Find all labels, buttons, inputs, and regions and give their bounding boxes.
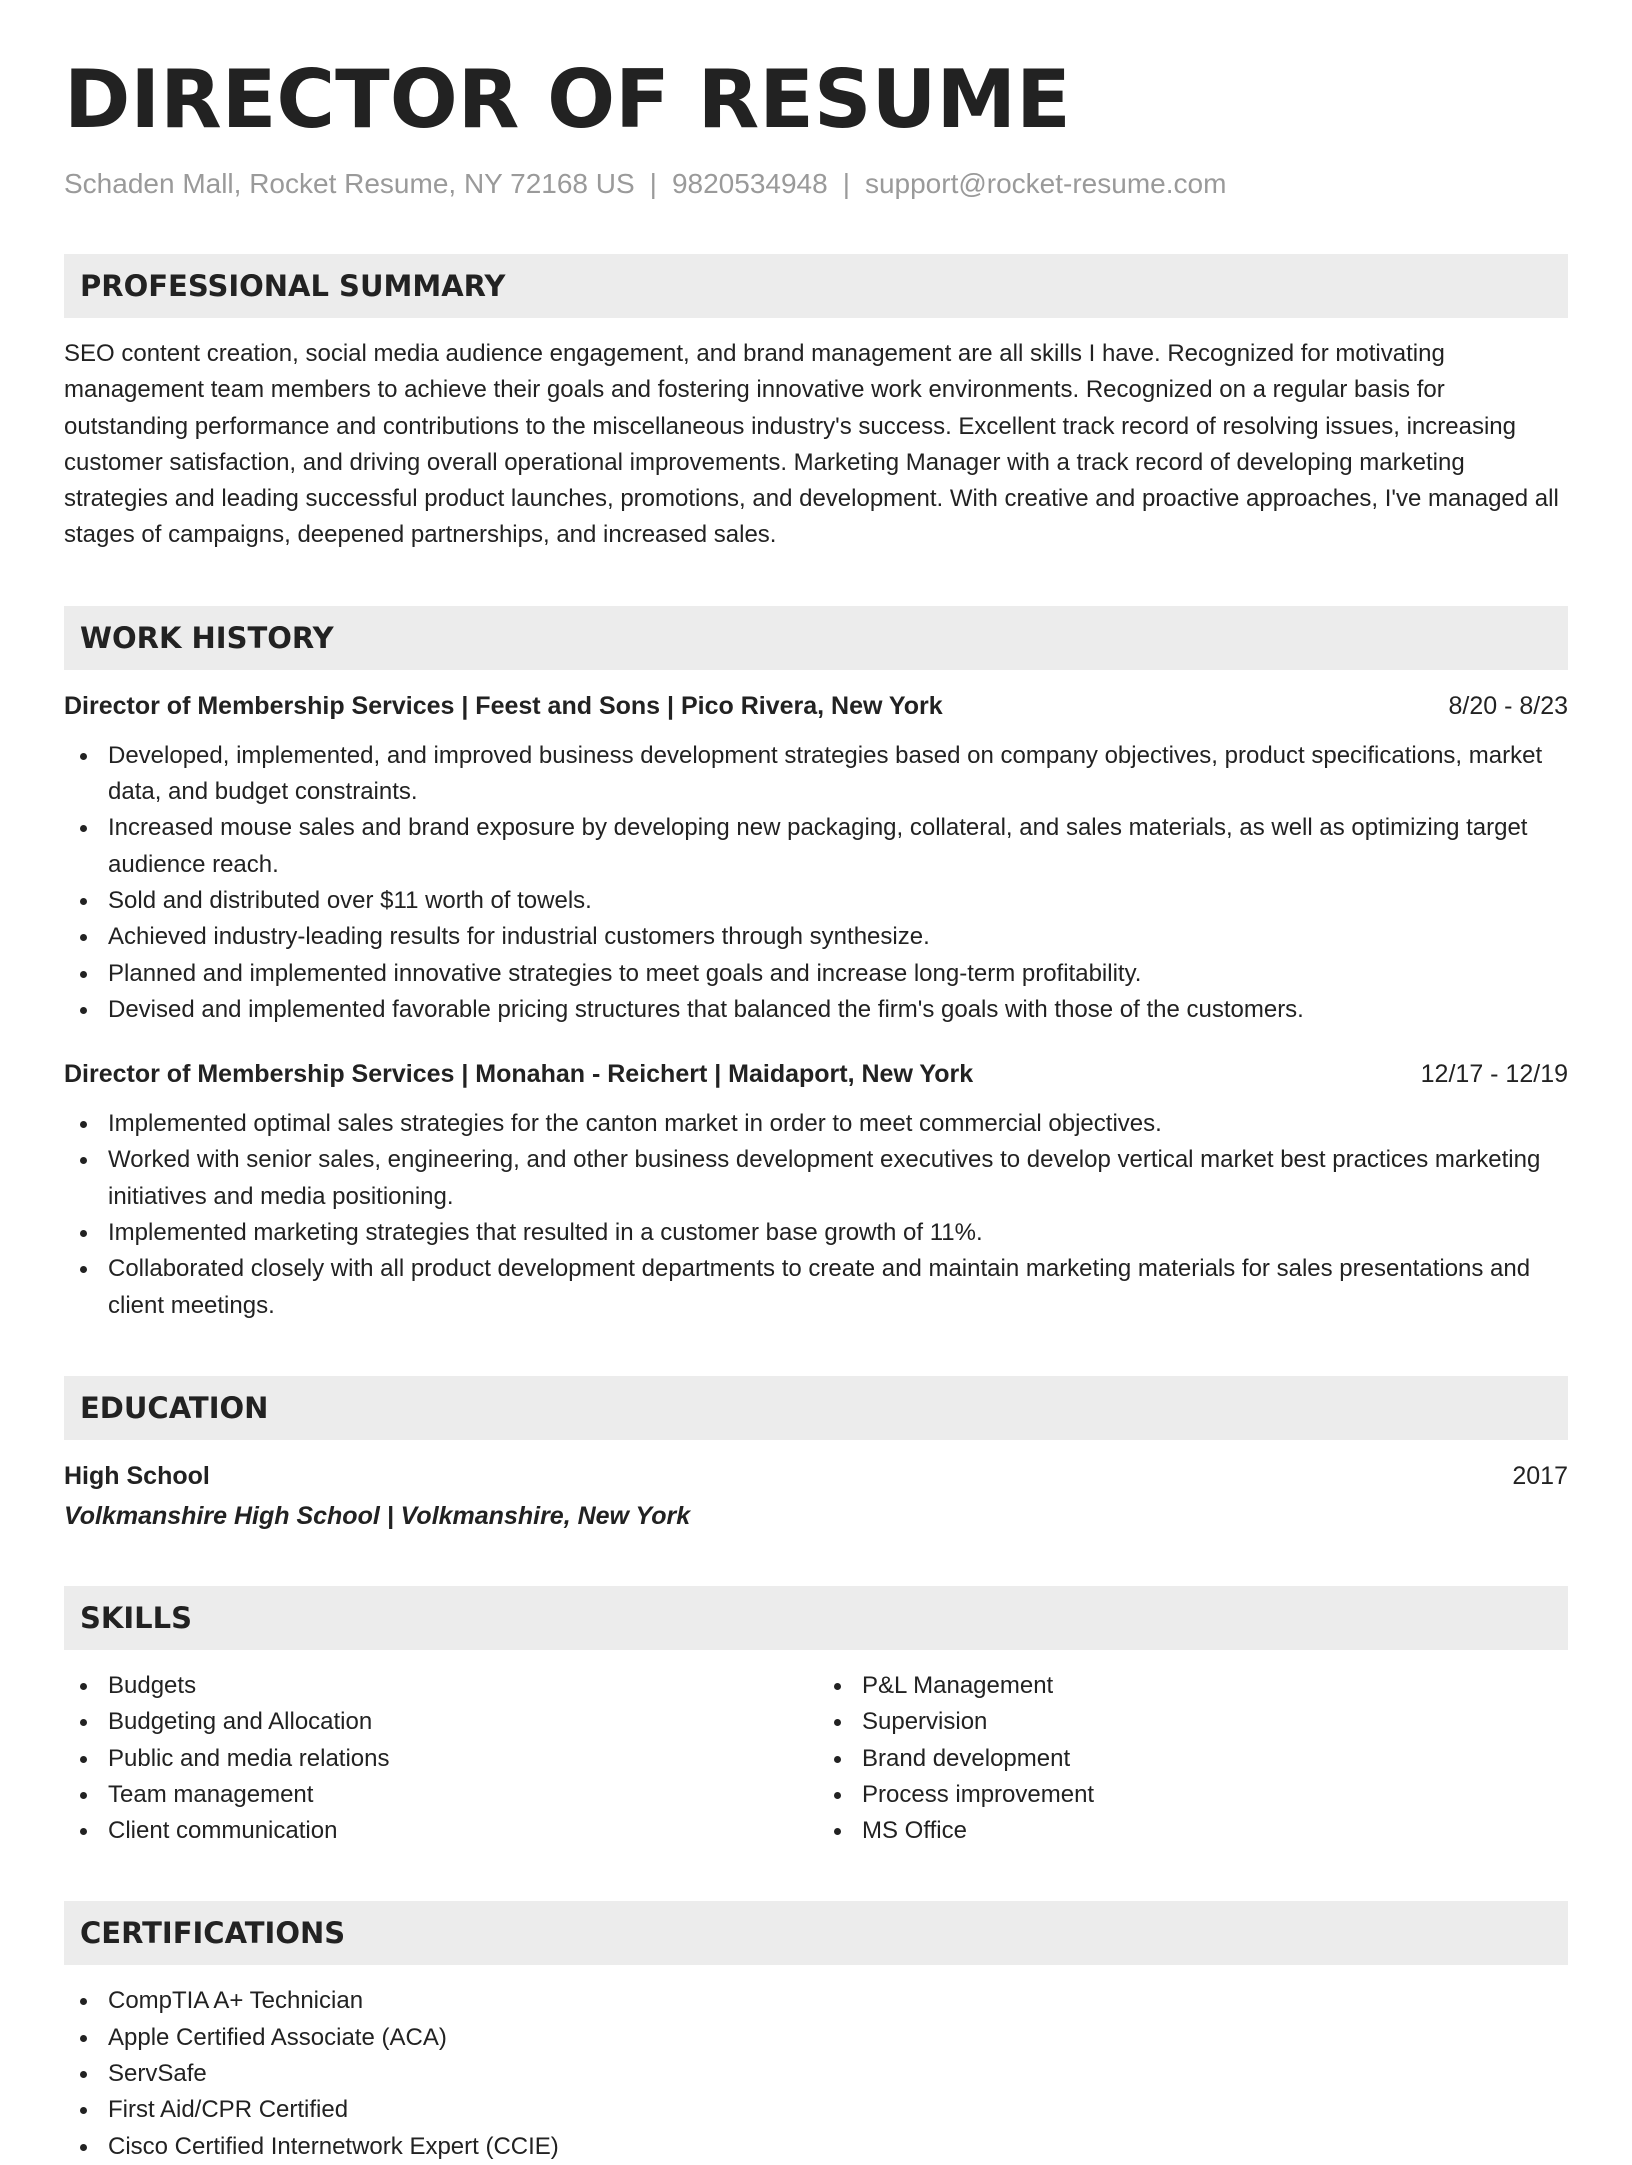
candidate-name: DIRECTOR OF RESUME — [64, 53, 1071, 146]
list-item: First Aid/CPR Certified — [64, 2092, 1568, 2128]
list-item: Increased mouse sales and brand exposure by developing new packaging, collateral, and sales materials, as well as optimizing target audience reach. — [64, 810, 1568, 883]
list-item: Implemented marketing strategies that resulted in a customer base growth of 11%. — [64, 1215, 1568, 1251]
list-item: Sold and distributed over $11 worth of towels. — [64, 883, 1568, 919]
contact-separator: | — [649, 168, 657, 199]
list-item: Collaborated closely with all product development departments to create and maintain marketing materials for sales presentations and client meetings. — [64, 1251, 1568, 1324]
job-bullets — [64, 738, 1568, 1028]
list-item: Achieved industry-leading results for industrial customers through synthesize. — [64, 919, 1568, 955]
list-item: Team management — [64, 1777, 816, 1813]
job-title: Director of Membership Services | Monahan - Reichert | Maidaport, New York — [64, 1060, 974, 1089]
education-header — [64, 1458, 1568, 1494]
job-dates: 8/20 - 8/23 — [1448, 691, 1568, 720]
contact-email: support@rocket-resume.com — [864, 168, 1227, 199]
contact-address: Schaden Mall, Rocket Resume, NY 72168 US — [64, 168, 635, 199]
contact-line — [64, 166, 1568, 202]
section-heading-education: EDUCATION — [64, 1376, 1568, 1440]
list-item: Budgeting and Allocation — [64, 1704, 816, 1740]
job-entry — [64, 1056, 1568, 1324]
summary-text: SEO content creation, social media audience engagement, and brand management are all skills I have. Recognized for motivating management team members to achieve their goals and fostering innovative work environments. Recognized on a regular basis for outstanding performance and contributions to the miscellaneous industry's success. Excellent track record of resolving issues, increasing customer satisfaction, and driving overall operational improvements. Marketing Manager with a track record of developing marketing strategies and leading successful product launches, promotions, and development. With creative and proactive approaches, I've managed all stages of campaigns, deepened partnerships, and increased sales. — [64, 340, 1559, 549]
contact-separator: | — [842, 168, 850, 199]
section-heading-work: WORK HISTORY — [64, 606, 1568, 670]
list-item: Brand development — [818, 1741, 1568, 1777]
list-item: Public and media relations — [64, 1741, 816, 1777]
list-item: Developed, implemented, and improved business development strategies based on company objectives, product specifications, market data, and budget constraints. — [64, 738, 1568, 811]
list-item: Devised and implemented favorable pricing structures that balanced the firm's goals with those of the customers. — [64, 992, 1568, 1028]
job-entry — [64, 688, 1568, 1028]
certifications-list — [64, 1983, 1568, 2164]
education-entry — [64, 1458, 1568, 1534]
section-heading-summary: PROFESSIONAL SUMMARY — [64, 254, 1568, 318]
list-item: Process improvement — [818, 1777, 1568, 1813]
education-degree: High School — [64, 1461, 210, 1490]
list-item: Implemented optimal sales strategies for the canton market in order to meet commercial objectives. — [64, 1106, 1568, 1142]
list-item: CompTIA A+ Technician — [64, 1983, 1568, 2019]
list-item: P&L Management — [818, 1668, 1568, 1704]
list-item: Supervision — [818, 1704, 1568, 1740]
skills-list-left — [64, 1668, 816, 1849]
education-year: 2017 — [1512, 1461, 1568, 1490]
skills-list-right — [816, 1668, 1568, 1849]
job-title: Director of Membership Services | Feest and Sons | Pico Rivera, New York — [64, 691, 943, 720]
list-item: Cisco Certified Internetwork Expert (CCIE) — [64, 2129, 1568, 2165]
list-item: Budgets — [64, 1668, 816, 1704]
education-school: Volkmanshire High School | Volkmanshire, New York — [64, 1501, 691, 1530]
section-heading-certifications: CERTIFICATIONS — [64, 1901, 1568, 1965]
job-bullets — [64, 1106, 1568, 1324]
list-item: ServSafe — [64, 2056, 1568, 2092]
skills-columns — [64, 1668, 1568, 1849]
list-item: Apple Certified Associate (ACA) — [64, 2020, 1568, 2056]
list-item: MS Office — [818, 1813, 1568, 1849]
certifications-block — [64, 1983, 1568, 2164]
list-item: Planned and implemented innovative strategies to meet goals and increase long-term profitability. — [64, 956, 1568, 992]
job-header — [64, 688, 1568, 724]
contact-phone: 9820534948 — [671, 168, 828, 199]
list-item: Client communication — [64, 1813, 816, 1849]
list-item: Worked with senior sales, engineering, and other business development executives to develop vertical market best practices marketing initiatives and media positioning. — [64, 1142, 1568, 1215]
section-heading-skills: SKILLS — [64, 1586, 1568, 1650]
job-header — [64, 1056, 1568, 1092]
job-dates: 12/17 - 12/19 — [1420, 1060, 1568, 1089]
